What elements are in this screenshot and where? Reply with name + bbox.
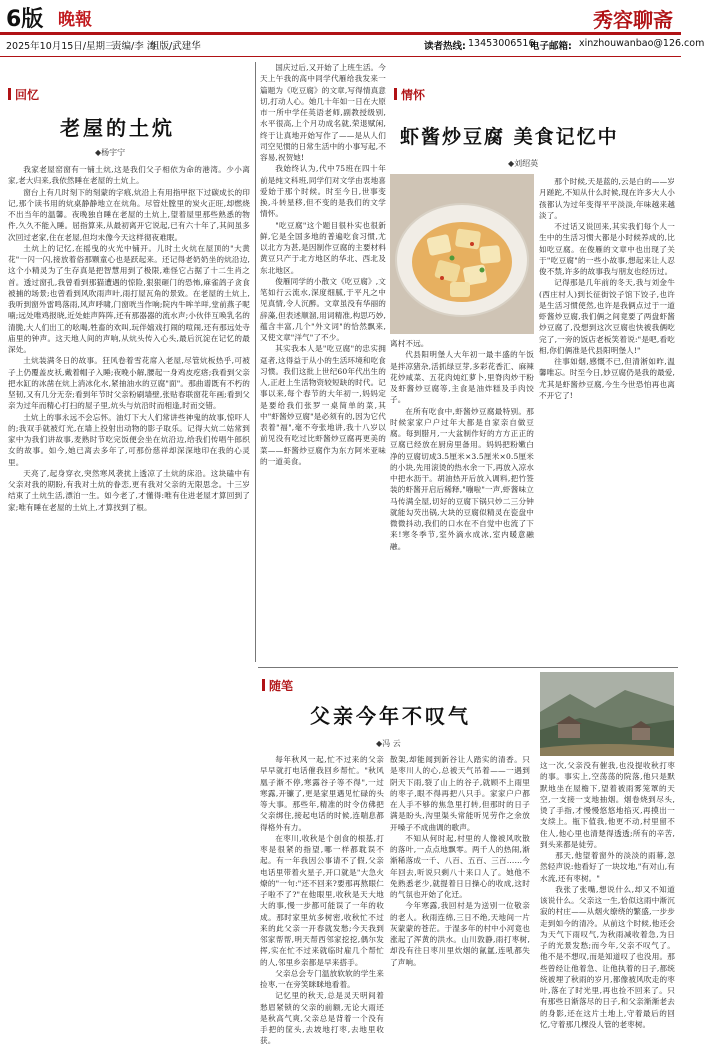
column-name: 秀容聊斋 [593,8,673,32]
article-byline: ◆冯 云 [376,739,401,748]
subheader-rule [0,56,681,57]
section-tag-feelings: 情怀 [394,86,425,103]
article-byline: ◆刘绍英 [508,159,539,168]
designer-credit: 组版/武建华 [150,41,201,52]
email-label: 电子邮箱: [530,41,572,52]
article-body: 这一次,父亲没有催我,也没提收秋打枣的事。事实上,空荡荡的院落,他只是默默地坐在屋檐下,望着被雨雾笼罩的天空,一支接一支地抽烟。烟卷烧到尽头,烫了手指,才慢慢悠悠地掐灭,再摸出一支续上。瓶下值我,他更不动,村里留不住人,他心里也清楚得透透;所有的辛苦,到头来都是徒劳。 那天,他望着窗外的淡淡的雨幕,忽然轻声说:他看好了一块坟地,"有对山,有水流,还有枣树。" 我张了张嘴,想说什么,却又不知道该说什么。父亲这一生,恰似这雨中渐沉寂的村庄——从烟火缭绕的繁盛,一步步走到如今的清冷。从前这个时候,他还会为天气下雨叹气,为秋雨减收着急,为日子的光景发愁;而今年,父亲不叹气了。他不是不想叹,而是知道叹了也没用。那些曾经让他着急、让他执着的日子,都统统被埋了秋雨的岁月,都像被风吹走的枣叶,落在了时光里,再也捡不回来了。只有那些日渐落尽的日子,和父亲渐渐老去的身影,还在这片土地上,守着最后的回忆,守着那几棵没人管的老枣树。 [540,761,675,1029]
article-body: 国庆过后,又开始了上班生活。今天上午我的高中同学代雁给我发来一篇题为《吃豆腐》的文章,写得情真意切,打动人心。她几十年如一日在大原市一所中学任英语老师,副教授级别,水平很高,上个月功成名就,荣退赋闲,终于让真地开始写作了——是从人们司空见惯的日常生活中的小事写起,不容易,祝贺她! 我始终认为,代中75班在四十年前是纯文科班,同学们对文学由衷地喜爱始于那个时候。时至今日,世事变换,斗转星移,但不变的是我们的文学情怀。 "吃豆腐"这个题目很朴实也很新鲜,它是全国多地的普遍吃食习惯,尤以北方为甚,是因制作豆腐的主要材料黄豆只产于北方地区的华北、西北及东北地区。 俊雁同学的小散文《吃豆腐》,文笔如行云流水,深度细腻,于平凡之中见真情,令人沉醉。文章虽没有华丽的辞藻,但表述顺溜,用词精准,构思巧妙,蕴含丰富,几个"外文词"的恰然飘来,又使文章"洋气"了不少。 其实我本人是"吃豆腐"的忠实拥趸者,这得益于从小的生活环境和吃食习惯。我们这批上世纪60年代出生的人,正赶上生活物资较短缺的时代。记事以来,每个春节的大年初一,妈妈定是要给我们张罗一桌简单的菜,其中"虾酱炒豆腐"是必须有的,因为它代表着"福",毫不夸张地讲,我十八岁以前见没有吃过比虾酱炒豆腐再更美的菜——虾酱炒豆腐作为东方阿米亚味的一道美食。 [260,63,386,466]
column-divider [255,62,256,662]
article-title: 父亲今年不叹气 [310,704,471,728]
tofu-dish-illustration [390,174,534,334]
email-address: xinzhouwanbao@126.com [579,38,704,49]
article-title: 老屋的土炕 [60,116,175,140]
newspaper-logo: 晚報 [58,10,92,30]
article-byline: ◆杨宇宁 [95,148,126,157]
village-rain-illustration [540,672,674,756]
article-body: 我家老屋窑窗有一铺土炕,这是我们父子相依为命的港湾。少小离家,老大归来,我依然睡在老屋的土炕上。 窗台上有几时刻下的刻蒙的字痕,炕沿上有用指甲抠下过碳成长的印记,那个读书用的炕桌静静地立在炕角。尽管灶膛里的炭火正旺,却燃烧不出当年的温馨。夜晚独自睡在老屋的土炕上,望着屋里那些熟悉的物件,久久不能入睡。屈指算来,从最初离开它说起,已有六十年了,其间虽多次回过老家,住在老屋,但均未像今天这样彻夜难眠。 土炕上的记忆,在摇曳的火光中铺开。儿时土火炕在屋顶的"大黄花"一闪一闪,接放着俗那颗童心也是跃起来。还记得老奶奶坐的炕沿边,这个小精灵为了生存真是把智慧用到了极限,难怪它占据了十二生肖之首。透过窗孔,我曾看到那猫遭遇的惊险,狠狠砸门的恐怖,麻雀鸽子贪食被捕的场景;也曾看到风吹雨声叶,雨打屋瓦角的景致。在老屋的土炕上,我听到窗外雷鸣落雨,风声呼啸,门窗咣当作响;院内牛哞羊咩,堂前燕子呢喃;远处唯鸡报晓,近处蛙声阵阵,还有那器器的流水声;小伙伴互唤乳名的清脆,大人们出工的吆喝,牲畜的欢叫,玩伴嬉戏打闹的喧闹,还有那远处寺庙里的钟声。这天地人间的声响,从炕头传入心头,最后沉淀在记忆的最深处。 土炕装满冬日的故事。狂风卷着雪花席入老屋,尽管炕板热乎,可被子上仍覆盖皮袄,戴着帽子入睡;夜晚小解,腰起一身鸡皮疙瘩;我看到父亲把水缸的冰凿在炕上消冰化水,紧抽油水的豆腐"面"。那曲谱既有不朽的坚韧,又有几分无奈;看到年节时父亲粉刷墙壁,张贴春联窗花年画;看到父亲为过年而精心打扫的屋子里,炕头与炕沿时而相逢,时而交错。 土炕上的事永远不会忘怀。油灯下大人们常讲些神鬼的故事,惊吓人的;我双手就被灯光,在墙上投射出动物的影子取乐。记得大炕二姑常到家中为我们讲故事,麦熟时节吃完饭便会坐在炕沿边,给我们传唱牛郎织女的故事。如今,她已离去多年了,可那份慈祥却深深地印在我的心灵里。 天亮了,起身穿衣,突然寒风袭扰上透凉了土炕的床沿。这块磕中有父亲对我的期盼,有我对土炕的眷恋,更有我对父亲的无限思念。十三岁结束了土炕生活,漂泊一生。如今老了,才懂得:唯有住进老屋才算回到了家;唯有睡在老屋的土炕上,才算找到了根。 [8,165,250,512]
article-title: 虾酱炒豆腐 美食记忆中 [400,126,619,148]
page-number: 6版 [6,7,44,32]
article-body: 散架,却能闻到新谷让人踏实的清香。只是枣川人的心,总被天气吊着——一遇到阴天下雨,裂了山上的谷子,就顾不上雨里的枣子,眼不得再把八只手。家家户户都在人手不够的焦急里打转,但那时的日子满是盼头,沟里渠头常能听见劳作之余放开嗓子不成曲调的歌声。 不知从何时起,村里的人像被风吹散的落叶,一点点地飘零。两千人的热闹,渐渐稀落成一千、八百、五百、三百……今年回去,听说只剩八十来口人了。她他不免熟悉老少,就提着日日操心的收成,这时的气氛也开始了化迁。 今年寒露,我回村是为送别一位敬亲的老人。秋雨连绵,三日不绝,天地间一片灰蒙蒙的苍茫。于湿多年的村中小河竟也涨起了浑黄的洪水。山川敦静,雨打枣树,却没有往日枣川里炊烟的氤氲,连吼都失了声响。 [390,755,530,967]
village-photo [540,672,674,756]
header-rule [0,32,681,35]
hotline-label: 读者热线: [424,41,466,52]
editor-credit: 责编/李 涛 [112,41,157,52]
hotline-number: 13453006516 [468,38,535,49]
section-divider [258,667,678,668]
article-body: 离村不远。 代县阳明堡人大年初一最丰盛的午饭是拌凉猪杂,活抓绿豆芽,多彩花香汇、麻辣花炒咸菜、五花肉炖红萝卜,里脊肉炒干粉及虾酱炒豆腐等,主食是油炸糕及手肉饺子。 在所有吃食中,虾酱炒豆腐最特别。那时候家家户户过年大都是自家亲自做豆腐。每到腊月,一大盆制作好的方方正正的豆腐已经放在厨房里备用。妈妈把粉嫩白净的豆腐切成3.5厘米×3.5厘米×0.5厘米的小块,先用滚烫的热水余一下,再放入凉水中把水沥干。胡油热开后放入调料,把竹签装的虾酱开启后稀释,"嘣啦"一声,虾酱味立马传满全屋,切好的豆腐下锅只炒二三分钟就能勾芡出锅,大块的豆腐似精灵在瓷盘中微微抖动,我们的口水在不自觉中也流了下来!寒冬季节,室外滴水成冰,室内暖意融融。 [390,339,534,551]
date-line: 2025年10月15日/星期三 [6,41,115,52]
tofu-dish-photo [390,174,534,334]
article-body: 每年秋风一起,忙不过来的父亲早早就打电话催我回乡帮忙。"秋风凰子渐不停,寒露谷子等不得",一过寒露,开镰了,更是家里遇见忙碌的头等大事。那些年,精准的时令仿佛把父亲绑住,接起电话的时候,连喘息都得格外有力。 在枣川,收秋是个创食的根基,打枣是很紧的指望,哪一样都耽误不起。有一年我因公事请不了假,父亲电话里带着火星子,开口就是"大急火燎的"一句:"还不回来?要那再熬眼仁子啦不了?"在他眼里,收秋是天大地大的事,慢一步都可能误了一年的收成。那时家里炕多树密,收秋忙不过来的此父亲一开春就发愁;今天我到邻家帮帮,明天帮西邻家挖挖,偶尔发挥,实在忙不过来就临时雇几个帮忙的人,邻里乡亲都是早来搭手。 父亲总会专门温放软软的学生来捡枣,一在旁笑眯眯地看着。 记忆里的秋天,总是灵天明间着愁眉紧锁的父亲的前额,无论大雨还是秋高气爽,父亲总是背着一个没有手把的筐头,去坡地打枣,去地里收获。 [260,755,384,1046]
article-body: 那个时候,天是蓝的,云是白的——岁月蹉跎,不知从什么时候,现在许多大人小孩都认为过年变得平平淡淡,年味越来越淡了。 不过话又说回来,其实我们每个人一生中的生活习惯大都是小时候养成的,比如吃豆腐。在俊雁的文章中也出现了关于"吃豆腐"的一些小故事,想起来让人忍俊不禁,许多的故事我与朋友也经历过。 记得那是几年前的冬天,我与刘金牛(西庄村人)到长征街饺子馆下饺子,也许是生活习惯使然,也许是我俩点过于一道虾酱炒豆腐,我们俩之间竟要了两盘虾酱炒豆腐了,没想到这次豆腐也快被我俩吃完了,一旁的饭店老板笑着说:"是吧,看吃相,你们俩准是代县阳明堡人!" 往事如烟,感慨不已,但清淅如昨,温馨唯忘。时至今日,妙豆腐仍是我的最爱,尤其是虾酱炒豆腐,今生今世恐怕再也离不开它了! [539,177,675,400]
section-tag-essay: 随笔 [262,677,293,694]
section-tag-memory: 回忆 [8,86,39,103]
